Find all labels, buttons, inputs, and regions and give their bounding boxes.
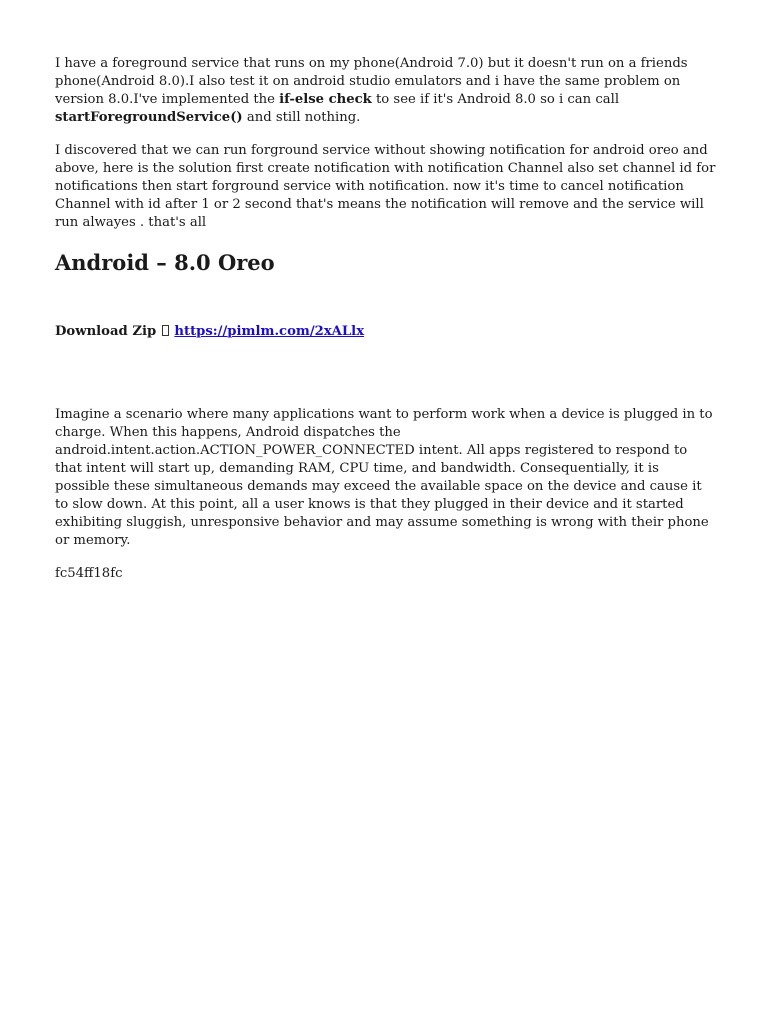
download-link[interactable]: https://pimlm.com/2xALlx: [174, 324, 365, 339]
scenario-paragraph: Imagine a scenario where many applications want to perform work when a device is plugged in to charge. When this happens, Android dispatches the android.intent.action.ACTION_POWER_CONNECTED intent. All apps registered to respond to that intent will start up, demanding RAM, CPU time, and bandwidth. Consequentially, it is possible these simultaneous demands may exceed the available space on the device and cause it to slow down. At this point, all a user knows is that they plugged in their device and it started exhibiting sluggish, unresponsive behavior and may assume something is wrong with their phone or memory.: [55, 407, 713, 548]
intro-text-2: to see if it's Android 8.0 so i can call: [371, 92, 620, 107]
download-label: Download Zip: [55, 324, 157, 339]
intro-paragraph: [55, 55, 715, 127]
intro-text-3: and still nothing.: [242, 110, 361, 125]
start-foreground-service-emphasis: startForegroundService(): [55, 110, 243, 125]
footer-code: fc54ff18fc: [55, 566, 123, 581]
download-line: [55, 323, 715, 341]
solution-paragraph: I discovered that we can run forground service without showing notification for android oreo and above, here is the solution first create notification with notification Channel also set channel id for notifications then start forground service with notification. now it's time to cancel notification Channel with id after 1 or 2 second that's means the notification will remove and the service will run alwayes . that's all: [55, 143, 716, 230]
intro-text-1: I have a foreground service that runs on my phone(Android 7.0) but it doesn't run on a friends phone(Android 8.0).I also test it on android studio emulators and i have the same problem on version 8.0.I've implemented the: [55, 56, 688, 107]
if-else-check-emphasis: if-else check: [279, 92, 372, 107]
page-heading: Android – 8.0 Oreo: [55, 250, 275, 275]
missing-glyph-icon: [162, 325, 169, 336]
